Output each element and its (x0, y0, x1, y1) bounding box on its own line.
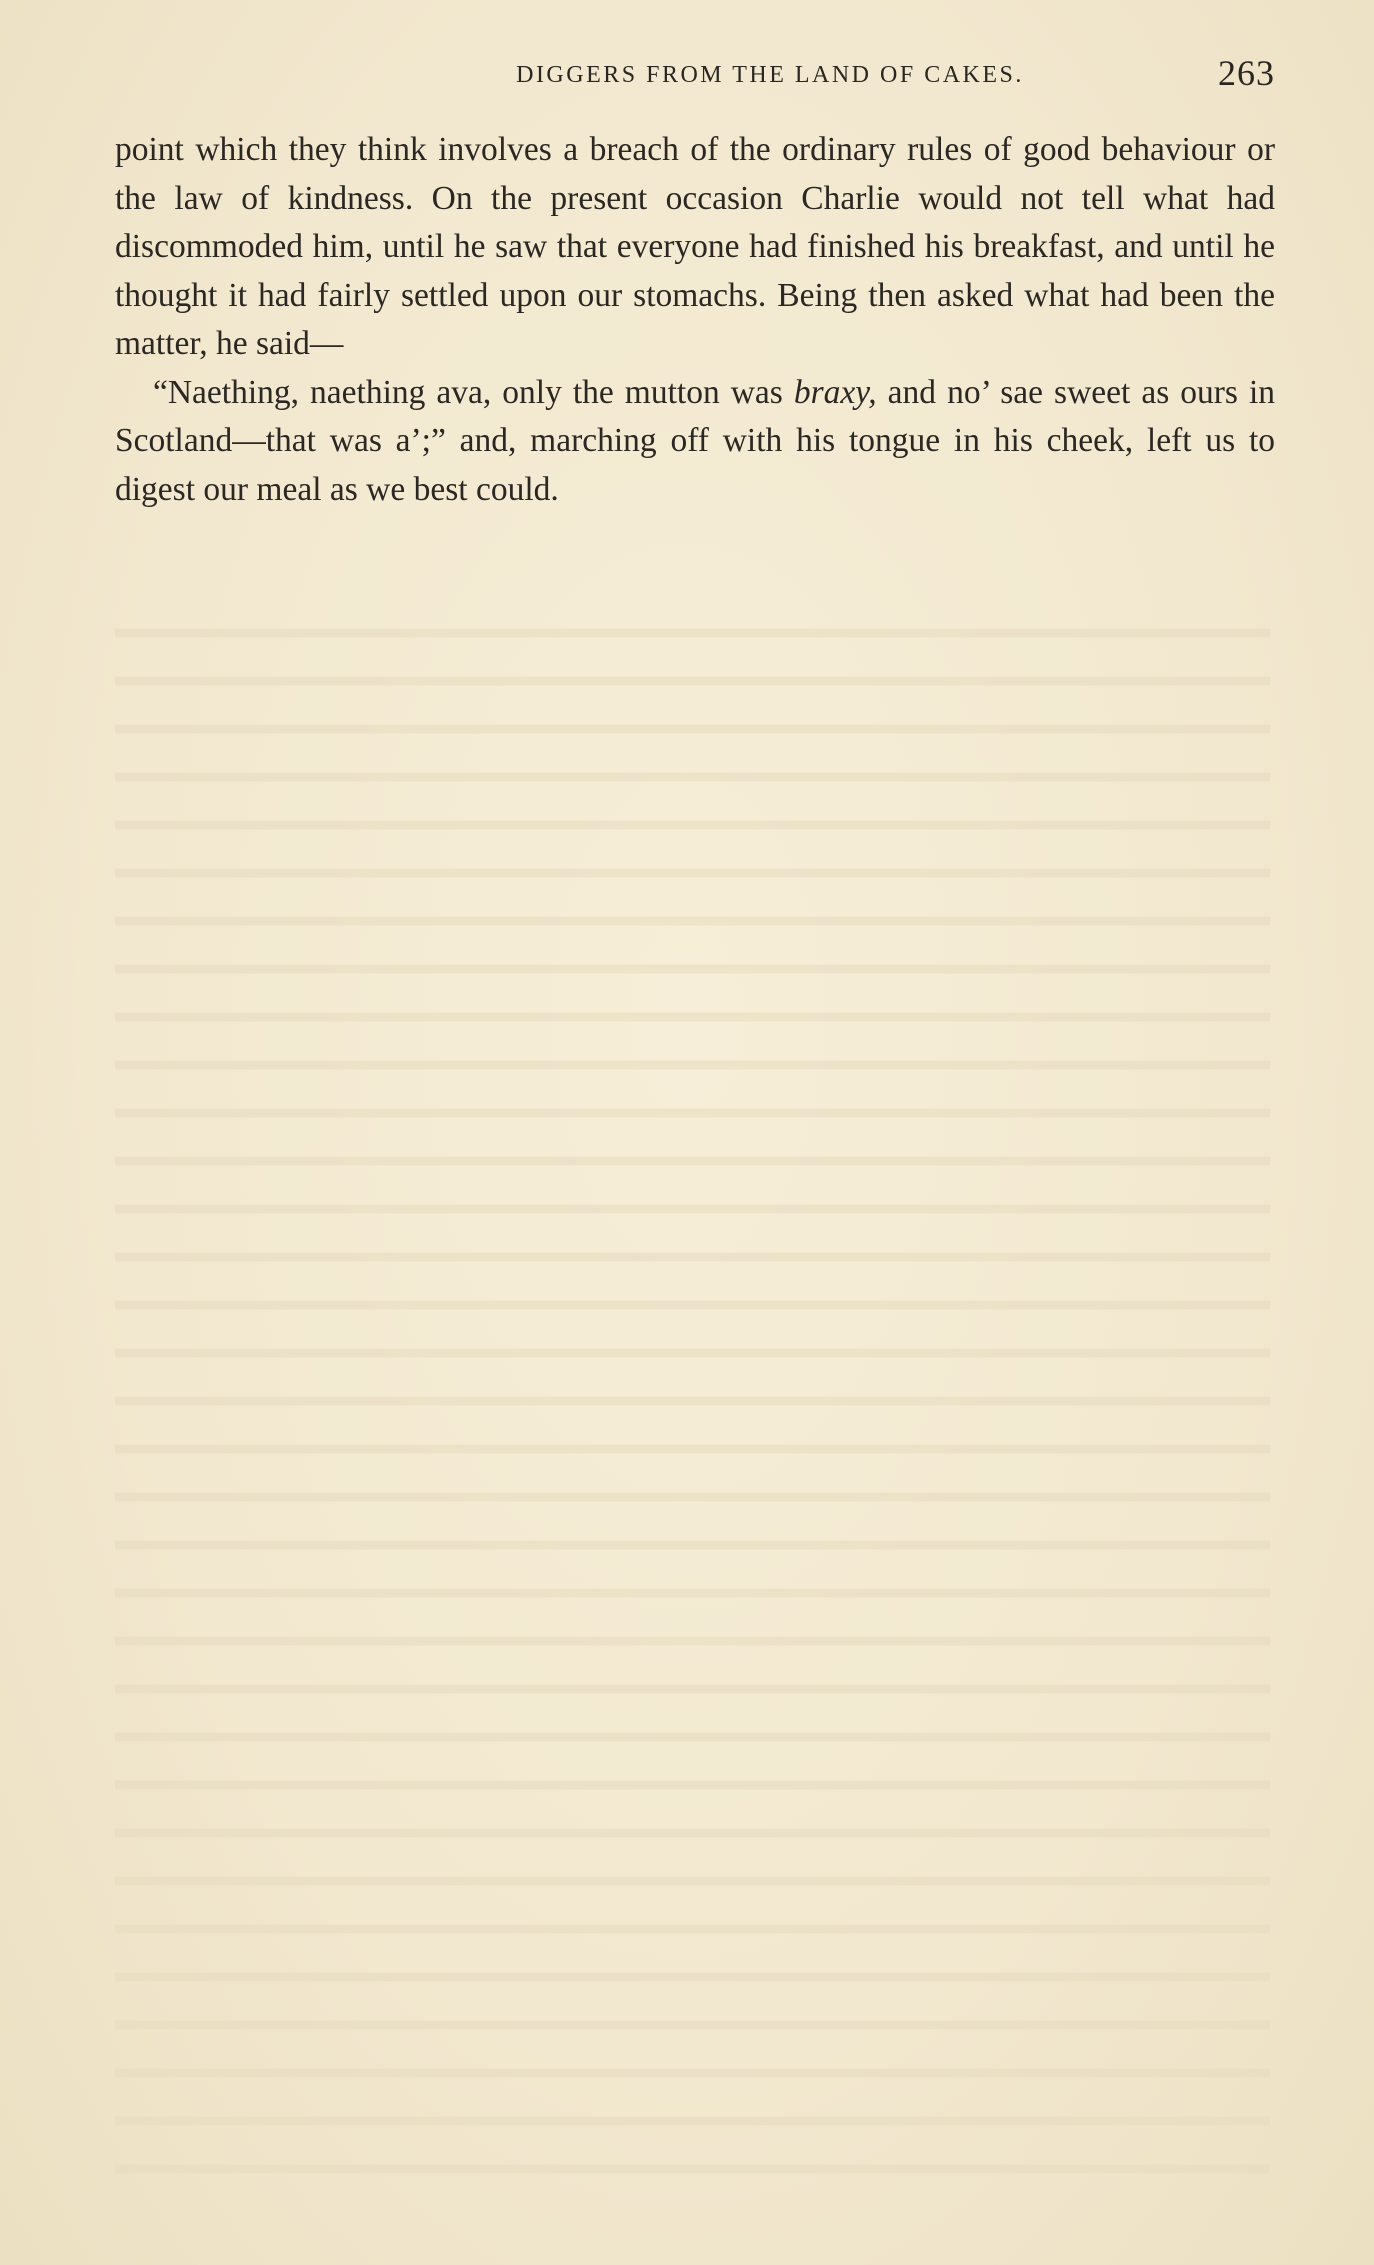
paragraph-2-start: “Naething, naething ava, only the mutton was (153, 373, 794, 411)
page-number: 263 (1218, 53, 1275, 93)
paragraph-2 (115, 369, 1275, 515)
paragraph-1: point which they think involves a breach of the ordinary rules of good behaviour or the law of kindness. On the present occasion Charlie would not tell what had discommoded him, until he saw that everyone had finished his breakfast, and until he thought it had fairly settled upon our stomachs. Being then asked what had been the matter, he said— (115, 131, 1275, 362)
paragraph-2-end: and no’ sae sweet as ours in Scotland—that was a’;” and, marching off with his tongue in his cheek, left us to digest our meal as we best could. (115, 373, 1276, 508)
running-header (115, 52, 1275, 102)
body-text (115, 126, 1275, 514)
running-head-title: DIGGERS FROM THE LAND OF CAKES. (516, 62, 1024, 88)
paragraph-2-italic-word: braxy, (793, 373, 877, 411)
